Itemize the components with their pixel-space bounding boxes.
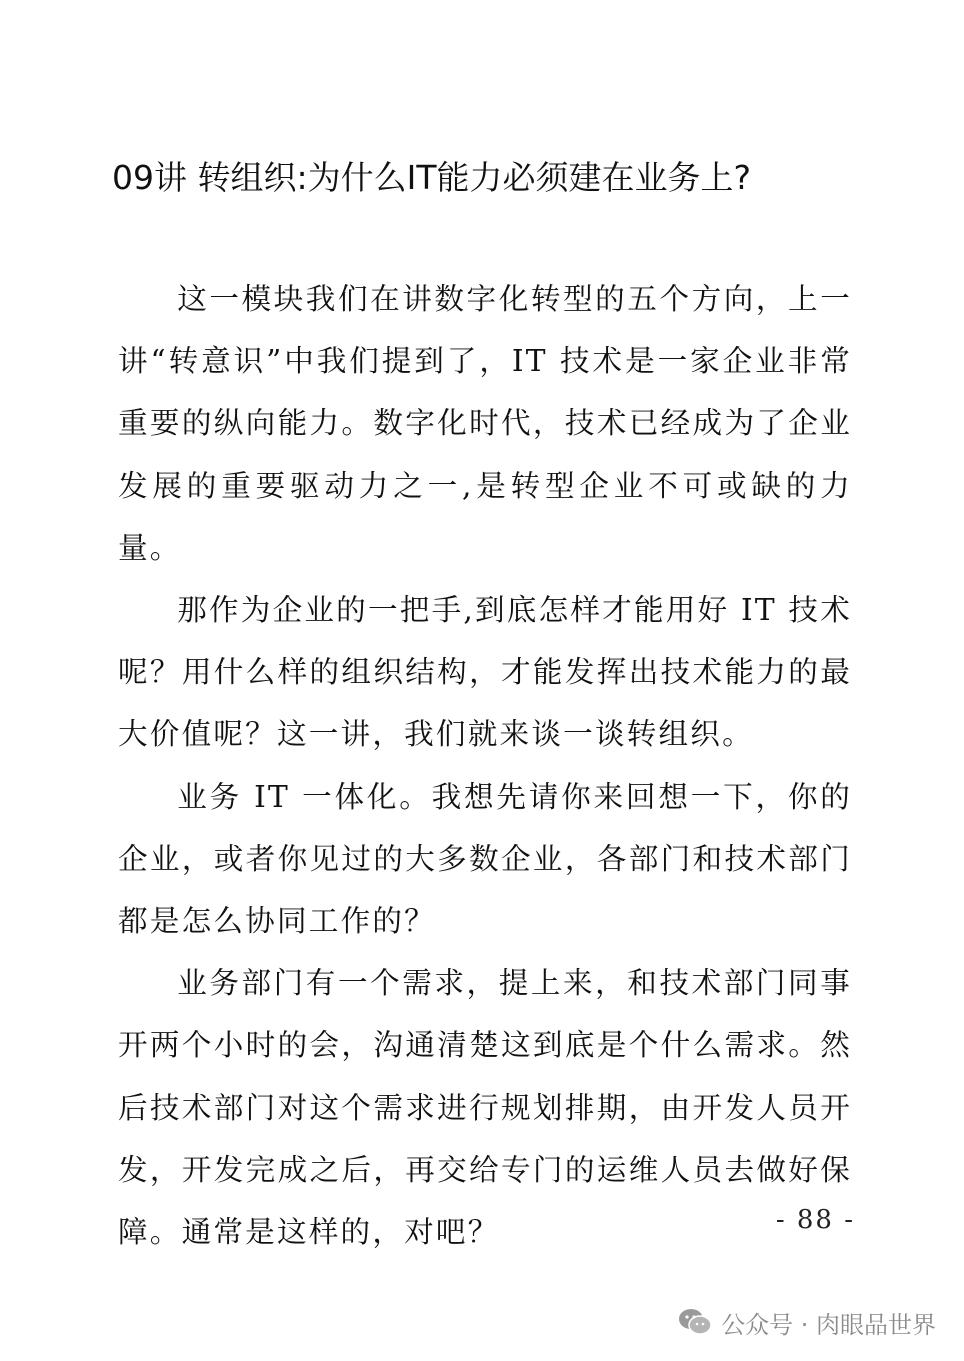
wechat-icon	[677, 1307, 713, 1337]
paragraph: 这一模块我们在讲数字化转型的五个方向，上一讲“转意识”中我们提到了，IT 技术是一家企业非常重要的纵向能力。数字化时代，技术已经成为了企业发展的重要驱动力之一,是转型企业不可或缺的力量。	[118, 282, 852, 565]
paragraph: 业务部门有一个需求，提上来，和技术部门同事开两个小时的会，沟通清楚这到底是个什么需求。然后技术部门对这个需求进行规划排期，由开发人员开发，开发完成之后，再交给专门的运维人员去做好保障。通常是这样的，对吧？	[118, 966, 852, 1250]
page-number: - 88 -	[775, 1205, 855, 1235]
watermark-text: 公众号 · 肉眼品世界	[721, 1310, 936, 1339]
watermark	[677, 1302, 936, 1342]
article-body	[118, 268, 852, 1263]
page-title: 09讲 转组织:为什么IT能力必须建在业务上?	[112, 158, 752, 197]
paragraph: 业务 IT 一体化。我想先请你来回想一下，你的企业，或者你见过的大多数企业，各部门和技术部门都是怎么协同工作的？	[118, 779, 852, 939]
paragraph: 那作为企业的一把手,到底怎样才能用好 IT 技术呢？用什么样的组织结构，才能发挥出技术能力的最大价值呢？这一讲，我们就来谈一谈转组织。	[118, 593, 852, 752]
